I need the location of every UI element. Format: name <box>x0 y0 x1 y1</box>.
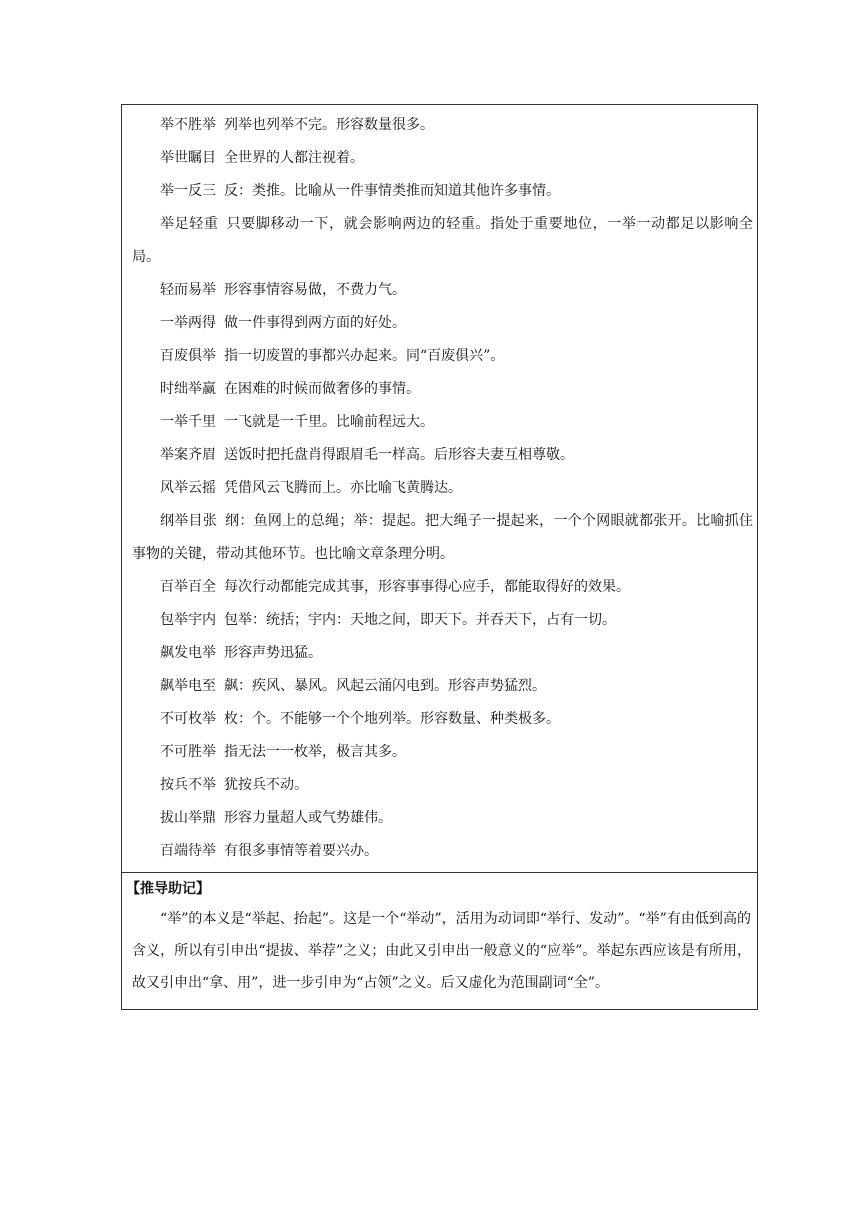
idiom-entry <box>132 439 753 472</box>
mnemonic-body: “举”的本义是“举起、抬起”。这是一个“举动”，活用为动词即“举行、发动”。“举”有由低到高的含义，所以有引申出“提拔、举荐”之义；由此又引申出一般意义的“应举”。举起东西应该是有所用，故又引申出“拿、用”，进一步引申为“占领”之义。后又虚化为范围副词“全”。 <box>132 911 751 991</box>
idiom-entry <box>132 505 753 571</box>
idiom-definition: 在困难的时候而做奢侈的事情。 <box>224 381 420 397</box>
mnemonic-section <box>122 873 757 1009</box>
idiom-term: 风举云摇 <box>160 480 216 496</box>
idiom-term: 按兵不举 <box>160 777 216 793</box>
idiom-definition: 全世界的人都注视着。 <box>224 150 364 166</box>
idiom-entry <box>132 274 753 307</box>
idiom-term: 百废俱举 <box>160 348 216 364</box>
idiom-entry <box>132 835 753 868</box>
idiom-entry <box>132 142 753 175</box>
idiom-definition: 一飞就是一千里。比喻前程远大。 <box>224 414 434 430</box>
idiom-definition: 纲：鱼网上的总绳；举：提起。把大绳子一提起来，一个个网眼就都张开。比喻抓住事物的关键，带动其他环节。也比喻文章条理分明。 <box>132 513 754 562</box>
idiom-entry <box>132 340 753 373</box>
idiom-term: 举不胜举 <box>160 117 216 133</box>
idiom-definition: 列举也列举不完。形容数量很多。 <box>224 117 434 133</box>
content-table <box>121 104 758 1010</box>
idiom-entry <box>132 802 753 835</box>
idiom-entry <box>132 703 753 736</box>
idiom-entry <box>132 208 753 274</box>
idiom-entry <box>132 307 753 340</box>
idiom-term: 举一反三 <box>160 183 216 199</box>
idiom-entry <box>132 406 753 439</box>
idiom-term: 飙举电至 <box>160 678 216 694</box>
idiom-definition: 形容事情容易做，不费力气。 <box>224 282 406 298</box>
idiom-term: 拔山举鼎 <box>160 810 216 826</box>
idiom-term: 百端待举 <box>160 843 216 859</box>
idiom-term: 一举两得 <box>160 315 216 331</box>
idiom-term: 不可枚举 <box>160 711 216 727</box>
idiom-definition: 只要脚移动一下，就会影响两边的轻重。指处于重要地位，一举一动都足以影响全局。 <box>132 216 754 265</box>
idiom-definition: 凭借风云飞腾而上。亦比喻飞黄腾达。 <box>224 480 462 496</box>
idiom-term: 不可胜举 <box>160 744 216 760</box>
idiom-entry <box>132 571 753 604</box>
idiom-definition: 形容力量超人或气势雄伟。 <box>224 810 392 826</box>
idiom-term: 飙发电举 <box>160 645 216 661</box>
idiom-entry <box>132 769 753 802</box>
idiom-definition: 指无法一一枚举，极言其多。 <box>224 744 406 760</box>
idiom-term: 包举宇内 <box>160 612 216 628</box>
idiom-definition: 枚：个。不能够一个个地列举。形容数量、种类极多。 <box>224 711 560 727</box>
idiom-definition: 指一切废置的事都兴办起来。同“百废俱兴”。 <box>224 348 505 364</box>
idiom-definition: 犹按兵不动。 <box>224 777 308 793</box>
idiom-entry <box>132 670 753 703</box>
idiom-definition: 每次行动都能完成其事，形容事事得心应手，都能取得好的效果。 <box>224 579 630 595</box>
idiom-term: 轻而易举 <box>160 282 216 298</box>
idiom-entry <box>132 736 753 769</box>
idiom-definition: 反：类推。比喻从一件事情类推而知道其他许多事情。 <box>224 183 560 199</box>
idiom-term: 百举百全 <box>160 579 216 595</box>
idiom-definition: 送饭时把托盘肖得跟眉毛一样高。后形容夫妻互相尊敬。 <box>224 447 574 463</box>
idiom-entry <box>132 637 753 670</box>
idiom-entry <box>132 373 753 406</box>
idiom-list <box>122 105 757 873</box>
idiom-term: 一举千里 <box>160 414 216 430</box>
idiom-definition: 做一件事得到两方面的好处。 <box>224 315 406 331</box>
idiom-entry <box>132 472 753 505</box>
idiom-term: 纲举目张 <box>160 513 218 529</box>
idiom-term: 举足轻重 <box>160 216 219 232</box>
idiom-definition: 飙：疾风、暴风。风起云涌闪电到。形容声势猛烈。 <box>224 678 546 694</box>
mnemonic-heading: 【推导助记】 <box>126 881 210 897</box>
idiom-entry <box>132 175 753 208</box>
idiom-term: 举世瞩目 <box>160 150 216 166</box>
idiom-entry <box>132 109 753 142</box>
idiom-definition: 包举：统括；宇内：天地之间，即天下。并吞天下，占有一切。 <box>224 612 616 628</box>
idiom-definition: 形容声势迅猛。 <box>224 645 322 661</box>
idiom-term: 时绌举赢 <box>160 381 216 397</box>
idiom-term: 举案齐眉 <box>160 447 216 463</box>
idiom-definition: 有很多事情等着要兴办。 <box>224 843 378 859</box>
idiom-entry <box>132 604 753 637</box>
